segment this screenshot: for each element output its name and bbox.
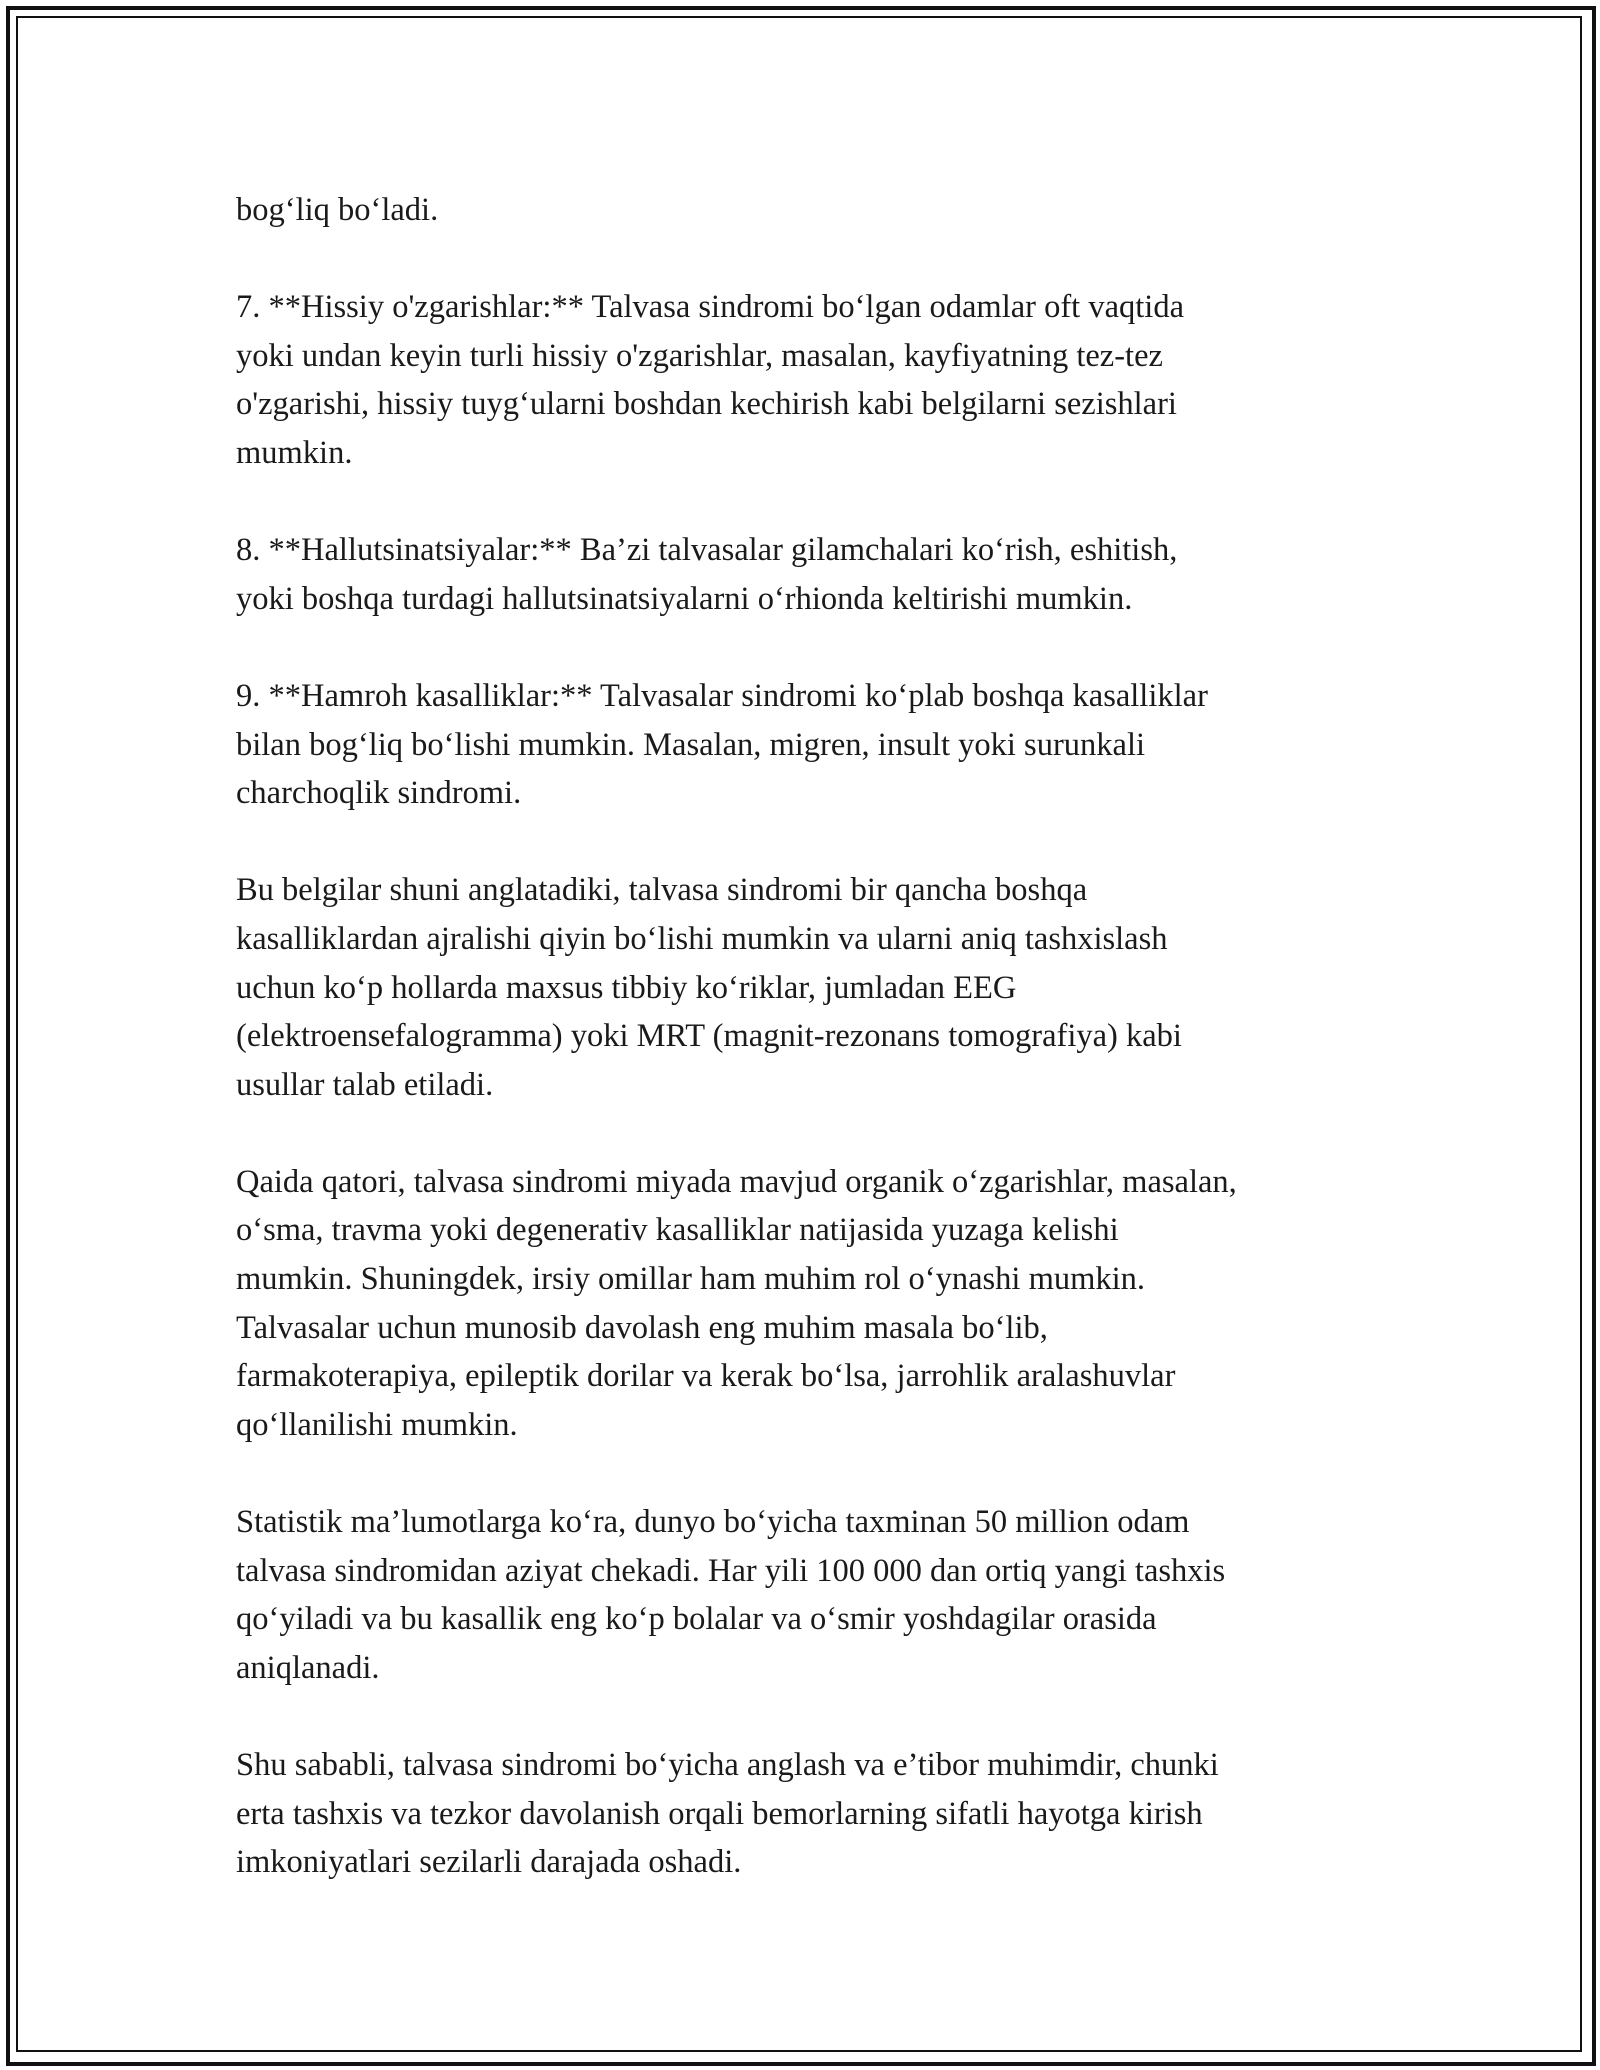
paragraph-item-9-comorbidities: 9. **Hamroh kasalliklar:** Talvasalar sindromi ko‘plab boshqa kasalliklar bilan bog‘liq bo‘lishi mumkin. Masalan, migren, insult yoki surunkali charchoqlik sindromi. <box>236 677 1208 812</box>
paragraph-continuation: bog‘liq bo‘ladi. <box>236 192 439 228</box>
paragraph-item-7-emotional-changes: 7. **Hissiy o'zgarishlar:** Talvasa sindromi bo‘lgan odamlar oft vaqtida yoki undan keyin turli hissiy o'zgarishlar, masalan, kayfiyatning tez-tez o'zgarishi, hissiy tuyg‘ularni boshdan kechirish kabi belgilarni sezishlari mumkin. <box>236 289 1184 471</box>
paragraph-item-8-hallucinations: 8. **Hallutsinatsiyalar:** Ba’zi talvasalar gilamchalari ko‘rish, eshitish, yoki boshqa turdagi hallutsinatsiyalarni o‘rhionda keltirishi mumkin. <box>236 532 1178 617</box>
paragraph-diagnosis: Bu belgilar shuni anglatadiki, talvasa sindromi bir qancha boshqa kasalliklardan ajralishi qiyin bo‘lishi mumkin va ularni aniq tashxislash uchun ko‘p hollarda maxsus tibbiy ko‘riklar, jumladan EEG (elektroensefalogramma) yoki MRT (magnit-rezonans tomografiya) kabi usullar talab etiladi. <box>236 872 1182 1103</box>
paragraph-statistics: Statistik ma’lumotlarga ko‘ra, dunyo bo‘yicha taxminan 50 million odam talvasa sindromidan aziyat chekadi. Har yili 100 000 dan ortiq yangi tashxis qo‘yiladi va bu kasallik eng ko‘p bolalar va o‘smir yoshdagilar orasida aniqlanadi. <box>236 1504 1226 1686</box>
document-body <box>236 186 1376 1887</box>
paragraph-causes-treatment: Qaida qatori, talvasa sindromi miyada mavjud organik o‘zgarishlar, masalan, o‘sma, travma yoki degenerativ kasalliklar natijasida yuzaga kelishi mumkin. Shuningdek, irsiy omillar ham muhim rol o‘ynashi mumkin. Talvasalar uchun munosib davolash eng muhim masala bo‘lib, farmakoterapiya, epileptik dorilar va kerak bo‘lsa, jarrohlik aralashuvlar qo‘llanilishi mumkin. <box>236 1163 1237 1443</box>
paragraph-conclusion: Shu sababli, talvasa sindromi bo‘yicha anglash va e’tibor muhimdir, chunki erta tashxis va tezkor davolanish orqali bemorlarning sifatli hayotga kirish imkoniyatlari sezilarli darajada oshadi. <box>236 1747 1219 1881</box>
